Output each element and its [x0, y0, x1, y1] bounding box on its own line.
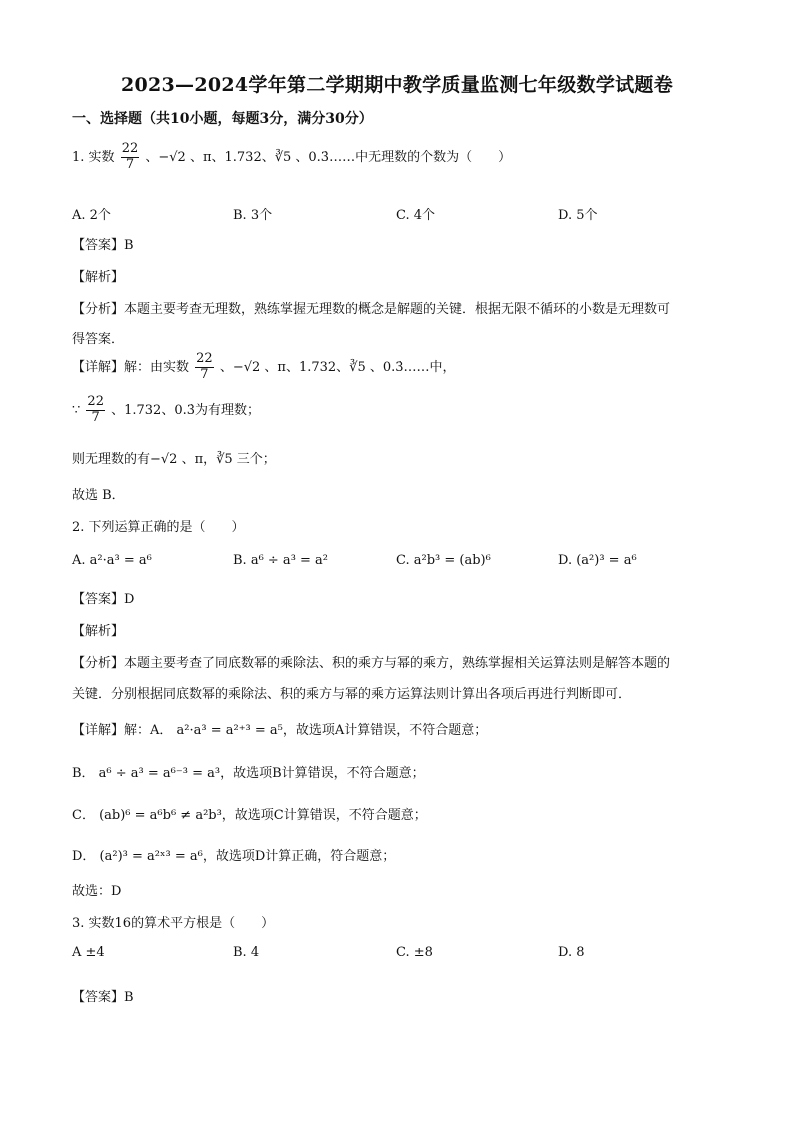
q1-analysis-line-1: 【分析】本题主要考查无理数，熟练掌握无理数的概念是解题的关键．根据无限不循环的小数是无理数可 — [72, 302, 671, 317]
q3-option-d: D. 8 — [558, 945, 585, 960]
q1-analysis-line-2: 得答案． — [72, 332, 125, 347]
q3-answer: 【答案】B — [72, 990, 134, 1005]
q3-option-b: B. 4 — [233, 945, 260, 960]
q1-then: 则无理数的有−√2 、π，∛5 三个； — [72, 452, 276, 467]
q1-detail-list: 、−√2 、π、1.732、∛5 、0.3̇……中， — [219, 359, 456, 375]
q1-option-a: A. 2个 — [72, 208, 111, 223]
q1-fraction — [121, 142, 140, 173]
q2-detail-b: B． a⁶ ÷ a³ = a⁶⁻³ = a³，故选项B计算错误，不符合题意； — [72, 766, 425, 781]
q1-frac-num: 22 — [121, 141, 139, 156]
q1-analysis-label: 【解析】 — [72, 270, 125, 285]
q2-detail-a: 【详解】解：A． a²·a³ = a²⁺³ = a⁵，故选项A计算错误，不符合题意； — [72, 723, 488, 738]
q1-prefix: 1. 实数 — [72, 149, 115, 165]
q1-because-rest: 、1.732、0.3̇为有理数； — [111, 402, 261, 418]
q2-answer: 【答案】D — [72, 592, 135, 607]
exam-title: 2023—2024学年第二学期期中教学质量监测七年级数学试题卷 — [120, 74, 674, 96]
q1-option-c: C. 4个 — [396, 208, 436, 223]
section-heading: 一、选择题（共10小题，每题3分，满分30分） — [72, 111, 373, 127]
q1-answer: 【答案】B — [72, 238, 134, 253]
q1-because-fraction — [86, 395, 105, 426]
q2-option-c: C. a²b³ = (ab)⁶ — [396, 553, 491, 568]
q1-because-frac-num: 22 — [87, 394, 104, 409]
q1-detail — [72, 352, 456, 383]
q2-analysis-line-1: 【分析】本题主要考查了同底数幂的乘除法、积的乘方与幂的乘方，熟练掌握相关运算法则是解答本题的 — [72, 656, 671, 671]
q3-option-c: C. ±8 — [396, 945, 433, 960]
because-symbol: ∵ — [72, 402, 81, 418]
q2-option-d: D. (a²)³ = a⁶ — [558, 553, 637, 568]
q1-detail-fraction — [195, 352, 214, 383]
q3-stem: 3. 实数16的算术平方根是（ ） — [72, 916, 275, 931]
q1-stem — [72, 142, 511, 173]
q2-choose: 故选：D — [72, 884, 122, 899]
q2-analysis-line-2: 关键．分别根据同底数幂的乘除法、积的乘方与幂的乘方运算法则计算出各项后再进行判断即可． — [72, 687, 632, 702]
q2-option-a: A. a²·a³ = a⁶ — [72, 553, 152, 568]
q1-choose: 故选 B． — [72, 488, 125, 503]
q3-option-a: A ±4 — [72, 945, 105, 960]
q1-detail-frac-num: 22 — [196, 351, 213, 366]
q1-because — [72, 395, 260, 426]
q1-option-d: D. 5个 — [558, 208, 598, 223]
q2-option-b: B. a⁶ ÷ a³ = a² — [233, 553, 329, 568]
q1-because-frac-den: 7 — [91, 409, 100, 425]
q1-list: 、−√2 、π、1.732、∛5 、0.3̇……中无理数的个数为（ ） — [145, 149, 512, 165]
q2-analysis-label: 【解析】 — [72, 624, 125, 639]
q1-option-b: B. 3个 — [233, 208, 273, 223]
q1-frac-den: 7 — [125, 156, 135, 172]
q2-detail-c: C． (ab)⁶ = a⁶b⁶ ≠ a²b³，故选项C计算错误，不符合题意； — [72, 808, 427, 823]
q1-detail-prefix: 【详解】解：由实数 — [72, 359, 190, 375]
q1-detail-frac-den: 7 — [200, 366, 209, 382]
q2-stem: 2. 下列运算正确的是（ ） — [72, 520, 245, 535]
q2-detail-d: D． (a²)³ = a²ˣ³ = a⁶，故选项D计算正确，符合题意； — [72, 849, 396, 864]
